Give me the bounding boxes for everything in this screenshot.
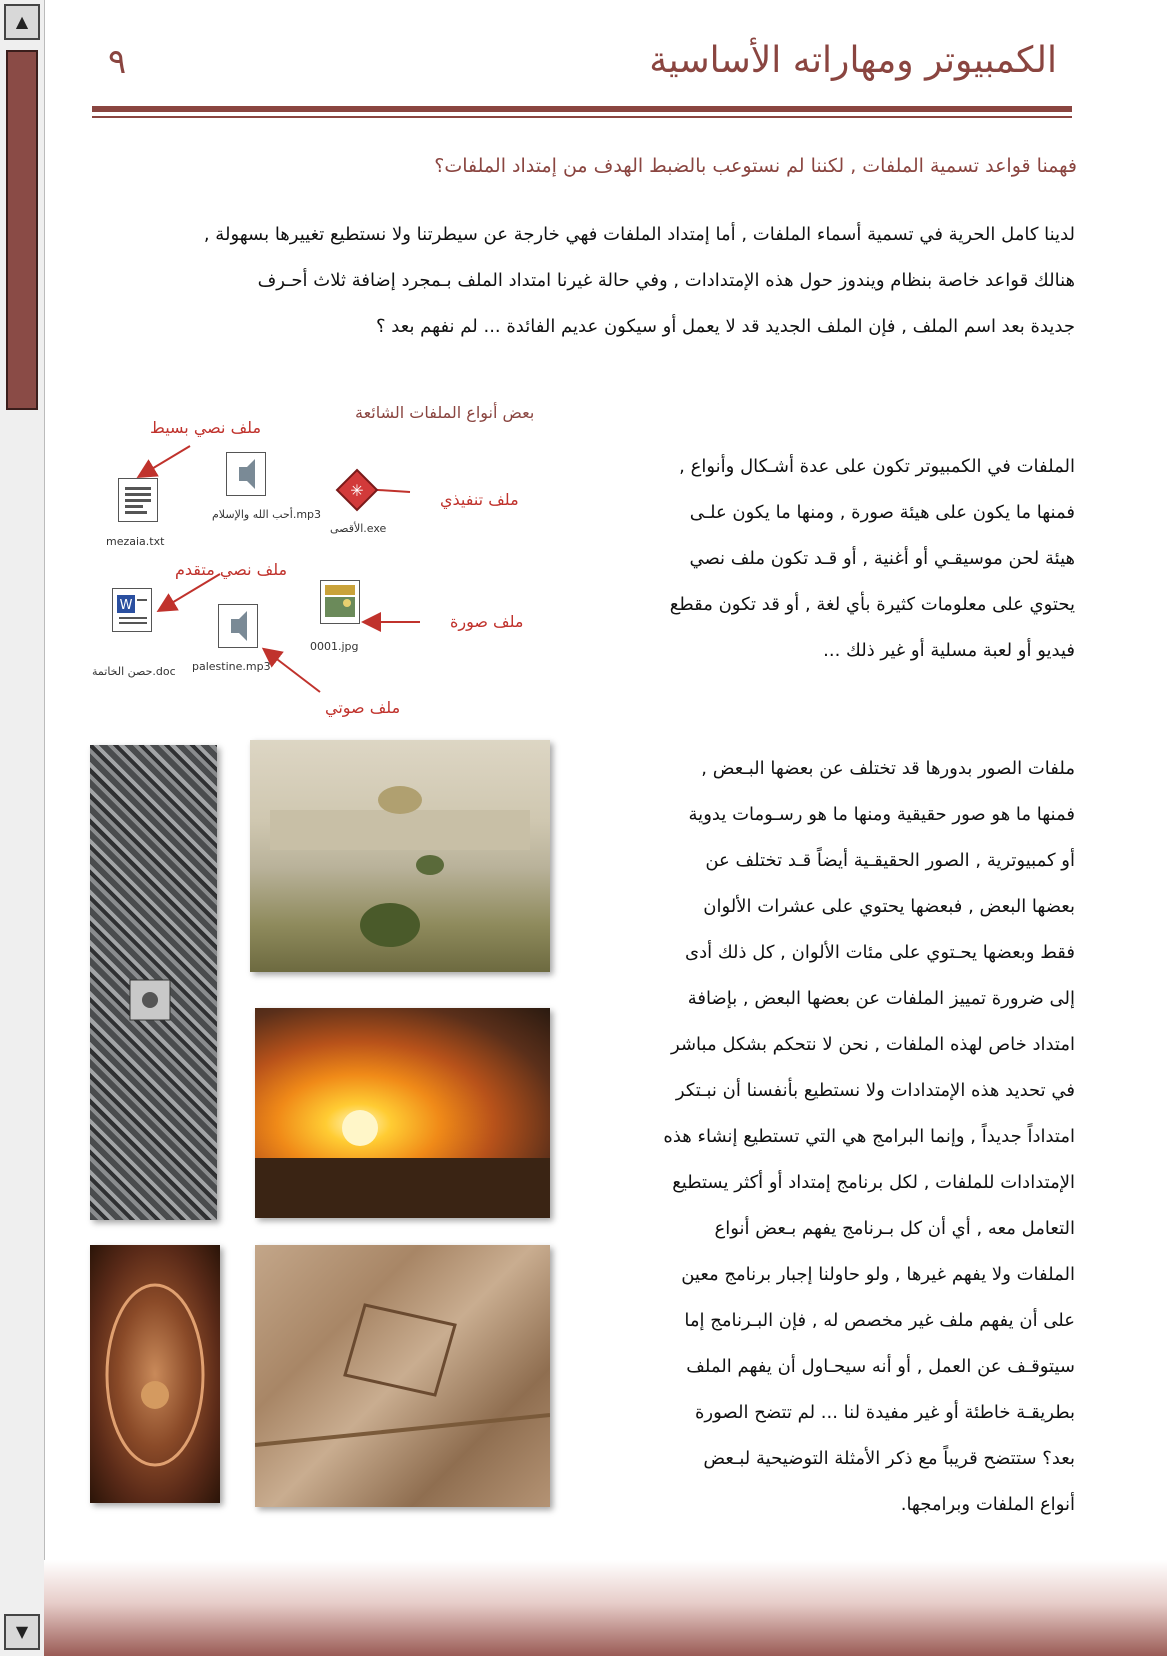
paragraph-line: يحتوي على معلومات كثيرة بأي لغة , أو قد تكون مقطع	[669, 594, 1075, 615]
svg-text:W: W	[119, 598, 133, 613]
scrollbar-thumb[interactable]	[6, 50, 38, 410]
paragraph-line: فمنها ما هو صور حقيقية ومنها ما هو رسـومات يدوية	[688, 804, 1075, 825]
satellite-map-image	[90, 745, 217, 1220]
paragraph-line: هيئة لحن موسيقـي أو أغنية , أو قـد تكون ملف نصي	[689, 548, 1075, 569]
paragraph-line: على أن يفهم ملف غير مخصص له , فإن البـرنامج إما	[684, 1310, 1075, 1331]
text-file-icon[interactable]	[118, 478, 158, 522]
header-divider	[92, 106, 1072, 112]
footer-gradient-band	[44, 1560, 1167, 1656]
paragraph-line: ملفات الصور بدورها قد تختلف عن بعضها البـعض ,	[701, 758, 1075, 779]
paragraph-line: سيتوقـف عن العمل , أو أنه سيحـاول أن يفهم الملف	[686, 1356, 1075, 1377]
file-name-doc: حصن الخاتمة.doc	[92, 665, 176, 678]
scroll-down-arrow-icon[interactable]: ▼	[4, 1614, 40, 1650]
paragraph-line: أو كمبيوترية , الصور الحقيقـية أيضاً قـد تختلف عن	[705, 850, 1075, 871]
file-forms-paragraph	[605, 444, 1075, 674]
file-name-exe: الأقصى.exe	[330, 522, 387, 535]
paragraph-line: فقط وبعضها يحـتوي على مئات الألوان , كل ذلك أدى	[685, 942, 1075, 963]
paragraph-line: امتداداً جديداً , وإنما البرامج هي التي تستطيع إنشاء هذه	[663, 1126, 1075, 1147]
audio-file-icon[interactable]	[226, 452, 266, 496]
file-name-mp3-song: أحب الله والإسلام.mp3	[212, 508, 322, 521]
figure-caption: بعض أنواع الملفات الشائعة	[355, 403, 535, 422]
paragraph-line: أنواع الملفات وبرامجها.	[900, 1494, 1075, 1515]
jerusalem-painting-image	[250, 740, 550, 972]
label-advanced-text: ملف نصي متقدم	[175, 560, 288, 579]
intro-line: لدينا كامل الحرية في تسمية أسماء الملفات , أما إمتداد الملفات فهي خارجة عن سيطرتنا ولا نستطيع تغييرها بسهولة ,	[203, 224, 1075, 245]
label-simple-text: ملف نصي بسيط	[150, 418, 262, 437]
intro-paragraph	[95, 212, 1075, 350]
label-audio: ملف صوتي	[325, 698, 401, 717]
image-file-icon[interactable]	[320, 580, 360, 624]
paragraph-line: بعضها البعض , فبعضها يحتوي على عشرات الألوان	[703, 896, 1075, 917]
paragraph-line: إلى ضرورة تمييز الملفات عن بعضها البعض , بإضافة	[687, 988, 1075, 1009]
executable-file-icon[interactable]	[335, 468, 379, 512]
paragraph-line: في تحديد هذه الإمتدادات ولا نستطيع بأنفسنا أن نبـتكر	[675, 1080, 1075, 1101]
intro-line: جديدة بعد اسم الملف , فإن الملف الجديد قد لا يعمل أو سيكون عديم الفائدة ... لم نفهم بعد ؟	[376, 316, 1075, 337]
paragraph-line: بعد؟ ستتضح قريباً مع ذكر الأمثلة التوضيحية لبـعض	[703, 1448, 1075, 1469]
paragraph-line: الملفات في الكمبيوتر تكون على عدة أشـكال وأنواع ,	[679, 456, 1075, 477]
file-name-txt: mezaia.txt	[106, 535, 165, 548]
paragraph-line: الإمتدادات للملفات , لكل برنامج إمتداد أو أكثر يستطيع	[672, 1172, 1075, 1193]
label-executable: ملف تنفيذي	[440, 490, 519, 509]
carved-relief-image	[90, 1245, 220, 1503]
intro-line: هنالك قواعد خاصة بنظام ويندوز حول هذه الإمتدادات , وفي حالة غيرنا امتداد الملف بـمجرد إضافة ثلاث أحـرف	[257, 270, 1075, 291]
aerial-city-image	[255, 1245, 550, 1507]
paragraph-line: فمنها ما يكون على هيئة صورة , ومنها ما يكون علـى	[689, 502, 1075, 523]
audio-file-icon-palestine[interactable]	[218, 604, 258, 648]
page-number: ٩	[108, 42, 127, 82]
paragraph-line: فيديو أو لعبة مسلية أو غير ذلك ...	[823, 640, 1075, 661]
label-image: ملف صورة	[450, 612, 524, 631]
file-name-jpg: 0001.jpg	[310, 640, 359, 653]
header-divider-thin	[92, 116, 1072, 118]
word-document-icon[interactable]	[112, 588, 152, 632]
file-name-mp3-palestine: palestine.mp3	[192, 660, 271, 673]
sunset-city-image	[255, 1008, 550, 1218]
paragraph-line: الملفات ولا يفهم غيرها , ولو حاولنا إجبار برنامج معين	[681, 1264, 1075, 1285]
file-types-arrows	[90, 400, 560, 730]
page-title: الكمبيوتر ومهاراته الأساسية	[649, 40, 1057, 81]
paragraph-line: امتداد خاص لهذه الملفات , نحن لا نتحكم بشكل مباشر	[671, 1034, 1075, 1055]
image-files-paragraph	[605, 746, 1075, 1528]
scroll-up-arrow-icon[interactable]: ▲	[4, 4, 40, 40]
svg-text:✳: ✳	[350, 481, 364, 500]
paragraph-line: بطريقـة خاطئة أو غير مفيدة لنا ... لم تتضح الصورة	[694, 1402, 1075, 1423]
paragraph-line: التعامل معه , أي أن كل بـرنامج يفهم بـعض أنواع	[714, 1218, 1075, 1239]
section-question: فهمنا قواعد تسمية الملفات , لكننا لم نستوعب بالضبط الهدف من إمتداد الملفات؟	[434, 155, 1077, 177]
